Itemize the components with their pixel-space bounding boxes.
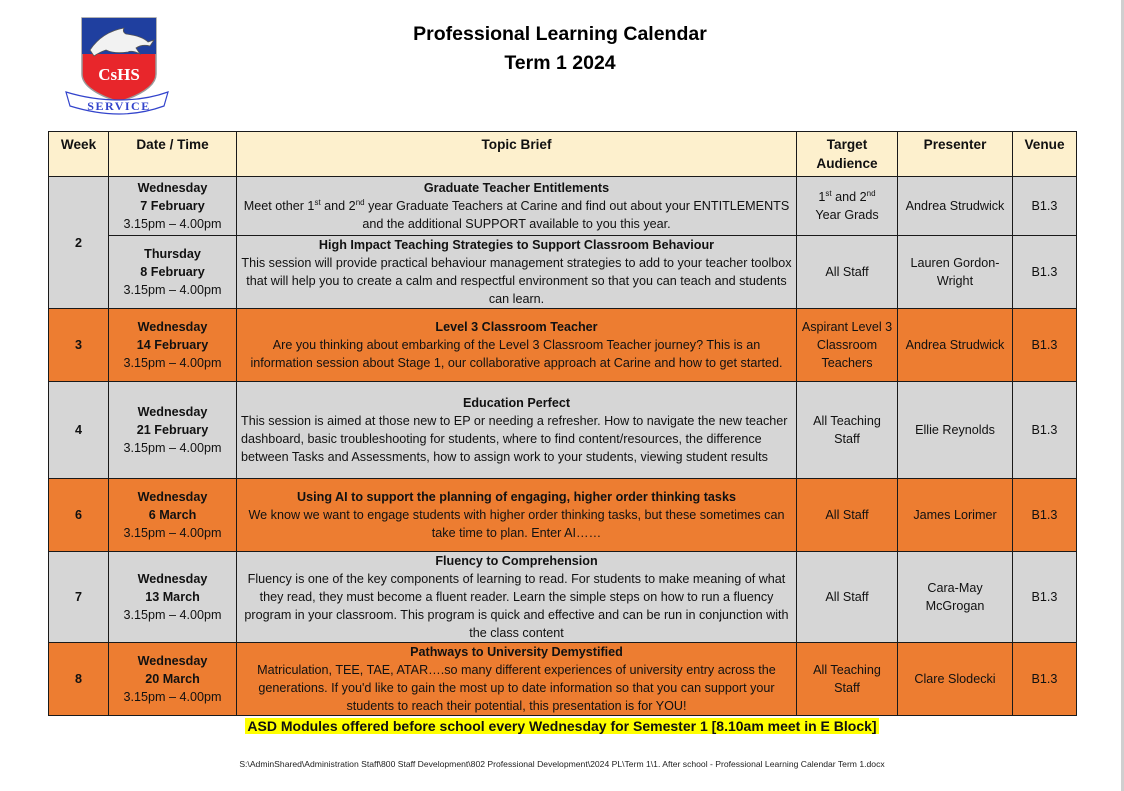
topic-description: This session will provide practical behaviour management strategies to add to your teacher toolbox that will help you to create a calm and respectful environment so that you can teach and students can learn. (241, 256, 792, 306)
week-cell: 2 (49, 177, 109, 309)
audience-cell: All Staff (797, 479, 898, 552)
topic-description: Are you thinking about embarking of the Level 3 Classroom Teacher journey? This is an information session about Stage 1, our collaborative approach at Carine and how to get started. (250, 338, 783, 370)
col-header-topic-brief: Topic Brief (237, 132, 797, 177)
col-header-presenter: Presenter (898, 132, 1013, 177)
topic-cell (237, 382, 797, 479)
topic-description: We know we want to engage students with higher order thinking tasks, but these sometimes can take time to plan. Enter AI…… (248, 508, 785, 540)
week-cell: 3 (49, 309, 109, 382)
venue-cell: B1.3 (1013, 479, 1077, 552)
school-crest-logo (62, 14, 172, 120)
time-label: 3.15pm – 4.00pm (123, 690, 222, 704)
date-time-cell (109, 177, 237, 236)
date-label: 20 March (145, 672, 200, 686)
presenter-cell: Andrea Strudwick (898, 309, 1013, 382)
date-label: 21 February (136, 423, 209, 437)
title-line-1: Professional Learning Calendar (413, 23, 707, 45)
date-time-cell (109, 382, 237, 479)
audience-cell: 1st and 2nd Year Grads (797, 177, 898, 236)
presenter-cell: Andrea Strudwick (898, 177, 1013, 236)
table-row (49, 177, 1077, 236)
topic-title: Pathways to University Demystified (410, 645, 623, 659)
presenter-cell: Cara-May McGrogan (898, 552, 1013, 643)
venue-cell: B1.3 (1013, 309, 1077, 382)
topic-title: Fluency to Comprehension (435, 554, 598, 568)
topic-title: Using AI to support the planning of engaging, higher order thinking tasks (297, 490, 736, 504)
audience-cell: Aspirant Level 3 Classroom Teachers (797, 309, 898, 382)
col-header-target-audience: Target Audience (797, 132, 898, 177)
presenter-cell: Ellie Reynolds (898, 382, 1013, 479)
date-label: 6 March (148, 508, 197, 522)
week-cell: 4 (49, 382, 109, 479)
time-label: 3.15pm – 4.00pm (123, 441, 222, 455)
topic-cell (237, 643, 797, 716)
table-row (49, 309, 1077, 382)
week-cell: 7 (49, 552, 109, 643)
topic-description: Matriculation, TEE, TAE, ATAR….so many different experiences of university entry across the generations. If you'd like to gain the most up to date information so that you can support your students to reach their potential, this presentation is for YOU! (257, 663, 776, 713)
topic-cell (237, 236, 797, 309)
topic-cell (237, 177, 797, 236)
venue-cell: B1.3 (1013, 552, 1077, 643)
venue-cell: B1.3 (1013, 177, 1077, 236)
col-header-week: Week (49, 132, 109, 177)
venue-cell: B1.3 (1013, 382, 1077, 479)
svg-text:SERVICE: SERVICE (87, 99, 151, 113)
date-time-cell (109, 309, 237, 382)
day-label: Wednesday (137, 572, 208, 586)
topic-title: Graduate Teacher Entitlements (423, 181, 610, 195)
topic-title: Education Perfect (462, 396, 571, 410)
table-row (49, 643, 1077, 716)
day-label: Thursday (144, 247, 201, 261)
topic-cell (237, 309, 797, 382)
day-label: Wednesday (137, 654, 208, 668)
date-time-cell (109, 643, 237, 716)
asd-notice-text: ASD Modules offered before school every Wednesday for Semester 1 [8.10am meet in E Block] (247, 718, 877, 734)
col-header-venue: Venue (1013, 132, 1077, 177)
topic-cell (237, 479, 797, 552)
time-label: 3.15pm – 4.00pm (123, 356, 222, 370)
day-label: Wednesday (137, 320, 208, 334)
time-label: 3.15pm – 4.00pm (123, 217, 222, 231)
presenter-cell: Clare Slodecki (898, 643, 1013, 716)
audience-cell: All Staff (797, 552, 898, 643)
date-label: 14 February (136, 338, 209, 352)
topic-description: This session is aimed at those new to EP or needing a refresher. How to navigate the new teacher dashboard, basic troubleshooting for students, where to find content/resources, the difference between Tasks and Assessments, how to assign work to your students, viewing student results (241, 414, 788, 464)
table-row (49, 236, 1077, 309)
presenter-cell: Lauren Gordon-Wright (898, 236, 1013, 309)
date-time-cell (109, 479, 237, 552)
title-line-2: Term 1 2024 (504, 52, 616, 74)
professional-learning-table (48, 131, 1077, 716)
audience-cell: All Teaching Staff (797, 382, 898, 479)
venue-cell: B1.3 (1013, 643, 1077, 716)
col-header-date-time: Date / Time (109, 132, 237, 177)
time-label: 3.15pm – 4.00pm (123, 526, 222, 540)
svg-text:CsHS: CsHS (98, 65, 140, 84)
day-label: Wednesday (137, 490, 208, 504)
time-label: 3.15pm – 4.00pm (123, 283, 222, 297)
document-title (360, 20, 760, 78)
topic-description: Fluency is one of the key components of learning to read. For students to make meaning of what they read, they must become a fluent reader. Learn the simple steps on how to run a fluency program in your classroom. This program is quick and effective and can be run in conjunction with the class content (244, 572, 789, 640)
topic-description: Meet other 1st and 2nd year Graduate Teachers at Carine and find out about your ENTITLEMENTS and the additional SUPPORT available to you this year. (243, 197, 790, 231)
date-time-cell (109, 552, 237, 643)
file-path-footer: S:\AdminShared\Administration Staff\800 Staff Development\802 Professional Development\2024 PL\Term 1\1. After school - Professional Learning Calendar Term 1.docx (239, 759, 885, 769)
time-label: 3.15pm – 4.00pm (123, 608, 222, 622)
table-header-row (49, 132, 1077, 177)
topic-cell (237, 552, 797, 643)
table-row (49, 552, 1077, 643)
topic-title: High Impact Teaching Strategies to Support Classroom Behaviour (318, 238, 715, 252)
week-cell: 8 (49, 643, 109, 716)
table-row (49, 479, 1077, 552)
audience-cell: All Staff (797, 236, 898, 309)
day-label: Wednesday (137, 181, 208, 195)
date-time-cell (109, 236, 237, 309)
week-cell: 6 (49, 479, 109, 552)
day-label: Wednesday (137, 405, 208, 419)
presenter-cell: James Lorimer (898, 479, 1013, 552)
audience-cell: All Teaching Staff (797, 643, 898, 716)
date-label: 8 February (140, 265, 205, 279)
topic-title: Level 3 Classroom Teacher (435, 320, 598, 334)
date-label: 13 March (145, 590, 200, 604)
asd-modules-notice (0, 717, 1124, 736)
venue-cell: B1.3 (1013, 236, 1077, 309)
table-row (49, 382, 1077, 479)
date-label: 7 February (140, 199, 205, 213)
